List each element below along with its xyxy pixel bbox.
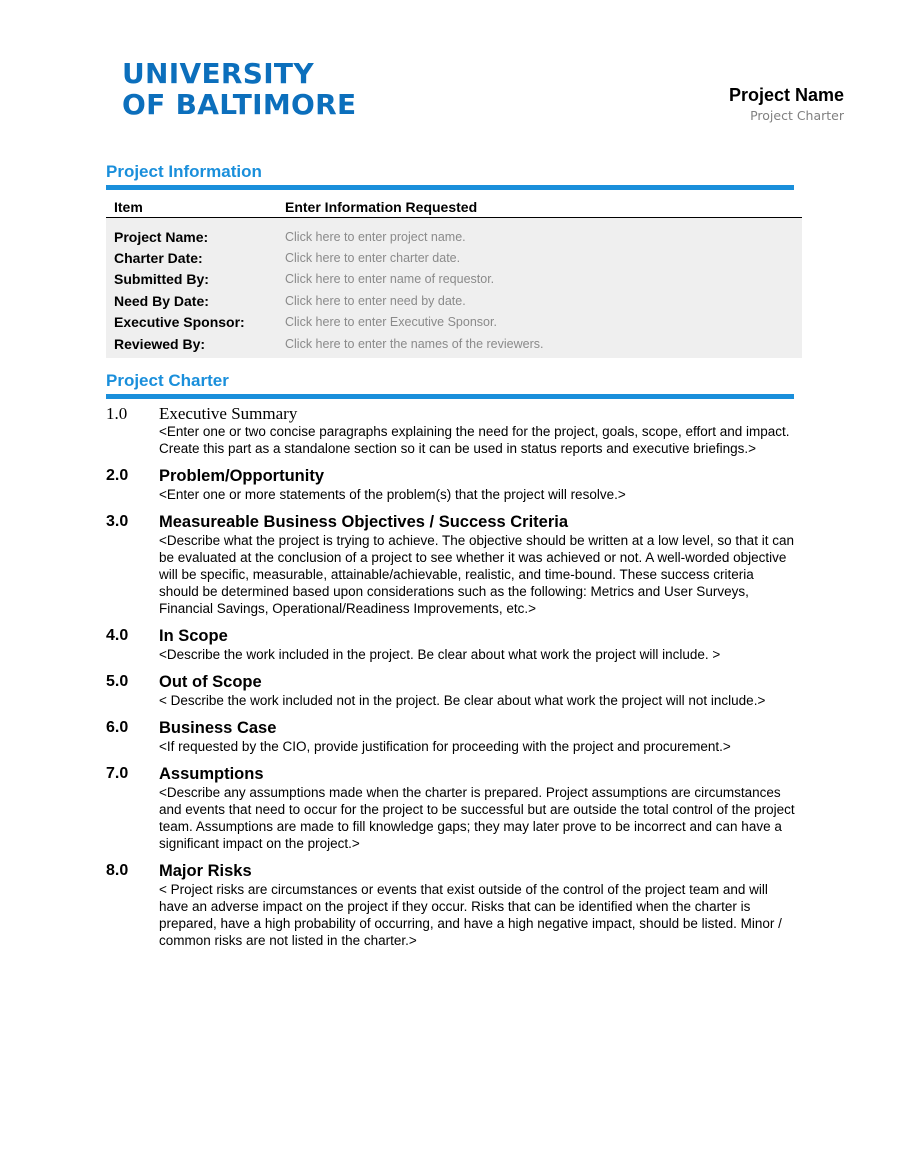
table-row <box>106 312 802 333</box>
charter-date-field[interactable]: Click here to enter charter date. <box>285 251 461 266</box>
section-title: Project Information <box>106 162 262 181</box>
table-body <box>106 218 802 358</box>
section-number: 6.0 <box>106 719 129 736</box>
section-title: Measureable Business Objectives / Success Criteria <box>159 513 569 531</box>
section-title: Business Case <box>159 719 277 737</box>
charter-section <box>106 513 796 617</box>
charter-section <box>106 467 796 503</box>
row-label: Reviewed By: <box>114 335 206 352</box>
section-text[interactable]: <Describe any assumptions made when the charter is prepared. Project assumptions are circumstances and events that need to occur for the project to be successful but are outside the total control of the project team. Assumptions are made to fill knowledge gaps; they may later prove to be incorrect and can have a significant impact on the project.> <box>159 785 795 851</box>
header-subtitle: Project Charter <box>750 108 844 123</box>
section-text[interactable]: <If requested by the CIO, provide justification for proceeding with the project and procurement.> <box>159 739 731 754</box>
section-number: 2.0 <box>106 467 129 484</box>
section-title: In Scope <box>159 627 228 645</box>
project-information-table <box>106 197 802 358</box>
reviewed-by-field[interactable]: Click here to enter the names of the reviewers. <box>285 336 544 351</box>
section-title: Out of Scope <box>159 673 262 691</box>
logo-line-1: UNIVERSITY <box>122 57 314 90</box>
section-number: 4.0 <box>106 627 129 644</box>
section-title: Project Charter <box>106 371 229 390</box>
section-rule <box>106 394 794 399</box>
table-row <box>106 247 802 268</box>
submitted-by-field[interactable]: Click here to enter name of requestor. <box>285 272 495 287</box>
section-text[interactable]: < Project risks are circumstances or events that exist outside of the control of the project team and will have an adverse impact on the project if they occur. Risks that can be identified when the charter is prepared, have a high probability of occurring, and have a high negative impact, should be listed. Minor / common risks are not listed in the charter.> <box>159 882 782 948</box>
column-header-item: Item <box>114 199 143 215</box>
section-rule <box>106 185 794 190</box>
section-title: Major Risks <box>159 862 252 880</box>
section-title: Problem/Opportunity <box>159 467 324 485</box>
table-row <box>106 333 802 354</box>
charter-section <box>106 673 796 709</box>
project-name-field[interactable]: Click here to enter project name. <box>285 229 466 244</box>
section-number: 8.0 <box>106 862 129 879</box>
charter-section <box>106 404 796 457</box>
section-text[interactable]: <Describe what the project is trying to achieve. The objective should be written at a low level, so that it can be evaluated at the conclusion of a project to see whether it was achieved or not. A well-worded objective will be specific, measurable, attainable/achievable, realistic, and time-bound. These success criteria should be determined based upon considerations such as the following: Metrics and User Surveys, Financial Savings, Operational/Readiness Improvements, etc.> <box>159 533 794 616</box>
logo-line-2: OF BALTIMORE <box>122 88 357 121</box>
document-header <box>729 84 844 123</box>
section-title: Assumptions <box>159 765 264 783</box>
charter-sections <box>106 404 796 959</box>
table-row <box>106 290 802 311</box>
section-number: 7.0 <box>106 765 129 782</box>
project-charter-heading <box>106 371 794 399</box>
table-row <box>106 226 802 247</box>
row-label: Need By Date: <box>114 292 209 309</box>
section-text[interactable]: <Describe the work included in the project. Be clear about what work the project will include. > <box>159 647 721 662</box>
row-label: Project Name: <box>114 228 209 245</box>
section-text[interactable]: <Enter one or more statements of the problem(s) that the project will resolve.> <box>159 487 626 502</box>
section-text[interactable]: < Describe the work included not in the project. Be clear about what work the project will not include.> <box>159 693 766 708</box>
row-label: Charter Date: <box>114 250 203 267</box>
header-title: Project Name <box>728 85 844 105</box>
section-number: 1.0 <box>106 404 128 423</box>
charter-section <box>106 719 796 755</box>
table-header <box>106 197 802 218</box>
charter-section <box>106 627 796 663</box>
charter-section <box>106 862 796 949</box>
university-logo <box>122 58 356 120</box>
section-title: Executive Summary <box>159 404 298 423</box>
table-row <box>106 269 802 290</box>
executive-sponsor-field[interactable]: Click here to enter Executive Sponsor. <box>285 315 497 330</box>
row-label: Submitted By: <box>114 271 209 288</box>
column-header-info: Enter Information Requested <box>285 199 478 215</box>
section-text[interactable]: <Enter one or two concise paragraphs explaining the need for the project, goals, scope, effort and impact. Create this part as a standalone section so it can be used in status reports and executive briefings.> <box>159 424 790 456</box>
section-number: 3.0 <box>106 513 129 530</box>
project-information-heading <box>106 162 794 190</box>
row-label: Executive Sponsor: <box>114 314 245 331</box>
section-number: 5.0 <box>106 673 129 690</box>
charter-section <box>106 765 796 852</box>
need-by-date-field[interactable]: Click here to enter need by date. <box>285 293 466 308</box>
